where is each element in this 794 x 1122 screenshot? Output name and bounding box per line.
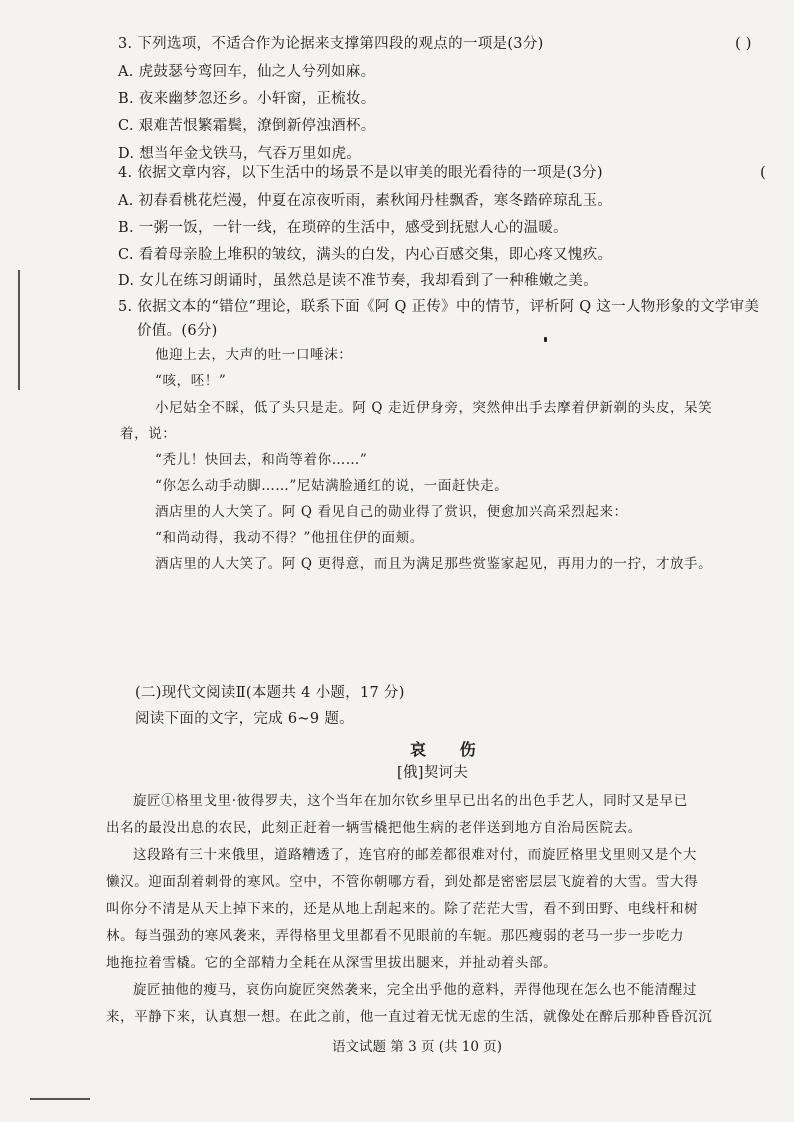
q5-excerpt-line: 小尼姑全不睬，低了头只是走。阿 Q 走近伊身旁，突然伸出手去摩着伊新剃的头皮，呆笑 [155, 400, 713, 416]
story-paragraph-line: 来，平静下来，认真想一想。在此之前，他一直过着无忧无虑的生活，就像处在醉后那种昏昏沉沉 [106, 1009, 713, 1025]
q5-excerpt-line: 着，说： [120, 426, 177, 442]
q3-stem: 3. 下列选项，不适合作为论据来支撑第四段的观点的一项是(3分) [118, 36, 544, 52]
story-paragraph-line: 地拖拉着雪橇。它的全部精力全耗在从深雪里拔出腿来，并扯动着头部。 [106, 955, 558, 971]
q5-excerpt-line: “咳，呸！” [155, 373, 227, 389]
q3-option-c: C. 艰难苦恨繁霜鬓，潦倒新停浊酒杯。 [118, 118, 376, 134]
story-paragraph-line: 这段路有三十来俄里，道路糟透了，连官府的邮差都很难对付，而旋匠格里戈里则又是个大 [133, 847, 697, 863]
story-paragraph-line: 懒汉。迎面刮着刺骨的寒风。空中，不管你朝哪方看，到处都是密密层层飞旋着的大雪。雪大得 [106, 874, 699, 890]
q5-excerpt-line: 酒店里的人大笑了。阿 Q 更得意，而且为满足那些赏鉴家起见，再用力的一拧，才放手。 [155, 556, 713, 572]
story-paragraph-line: 旋匠抽他的瘦马，哀伤向旋匠突然袭来，完全出乎他的意料，弄得他现在怎么也不能清醒过 [133, 982, 697, 998]
q5-stem-line1: 5. 依据文本的“错位”理论，联系下面《阿 Q 正传》中的情节，评析阿 Q 这一人物形象的文学审美 [118, 299, 760, 315]
q4-option-a: A. 初春看桃花烂漫，仲夏在凉夜听雨，素秋闻丹桂飘香，寒冬踏碎琼乱玉。 [118, 193, 613, 209]
story-title: 哀 伤 [410, 740, 490, 759]
story-paragraph-line: 林。每当强劲的寒风袭来，弄得格里戈里都看不见眼前的车轭。那匹瘦弱的老马一步一步吃力 [106, 928, 685, 944]
q4-option-c: C. 看着母亲脸上堆积的皱纹，满头的白发，内心百感交集，即心疼又愧疚。 [118, 247, 613, 263]
q5-excerpt-line: “和尚动得，我动不得？”他扭住伊的面颊。 [155, 530, 424, 546]
q4-option-b: B. 一粥一饭，一针一线，在琐碎的生活中，感受到抚慰人心的温暖。 [118, 220, 568, 236]
story-paragraph-line: 叫你分不清是从天上掉下来的，还是从地上刮起来的。除了茫茫大雪，看不到田野、电线杆和树 [106, 901, 699, 917]
scan-bottom-line [30, 1098, 90, 1100]
scan-margin-line [18, 270, 20, 390]
ink-speck [544, 337, 547, 342]
story-author: [俄]契诃夫 [397, 765, 469, 781]
page-footer: 语文试题 第 3 页 (共 10 页) [332, 1039, 503, 1055]
story-paragraph-line: 旋匠①格里戈里·彼得罗夫，这个当年在加尔钦乡里早已出名的出色手艺人，同时又是早已 [133, 793, 688, 809]
section-instruction: 阅读下面的文字，完成 6~9 题。 [135, 711, 354, 727]
story-paragraph-line: 出名的最没出息的农民，此刻正赶着一辆雪橇把他生病的老伴送到地方自治局医院去。 [106, 820, 642, 836]
q4-answer-paren: ( [760, 163, 766, 181]
q5-excerpt-line: “你怎么动手动脚……”尼姑满脸通红的说，一面赶快走。 [155, 478, 509, 494]
q3-option-a: A. 虎鼓瑟兮鸾回车，仙之人兮列如麻。 [118, 64, 376, 80]
q3-option-b: B. 夜来幽梦忽还乡。小轩窗，正梳妆。 [118, 91, 376, 107]
section-heading: (二)现代文阅读Ⅱ(本题共 4 小题，17 分) [135, 685, 405, 701]
q4-stem: 4. 依据文章内容，以下生活中的场景不是以审美的眼光看待的一项是(3分) [118, 165, 603, 181]
q4-option-d: D. 女儿在练习朗诵时，虽然总是读不准节奏，我却看到了一种稚嫩之美。 [118, 273, 599, 289]
q5-excerpt-line: 他迎上去，大声的吐一口唾沫： [155, 347, 353, 363]
q3-answer-paren: ( ) [735, 34, 752, 52]
q5-excerpt-line: 酒店里的人大笑了。阿 Q 看见自己的勋业得了赏识，便愈加兴高采烈起来： [155, 504, 628, 520]
q5-excerpt-line: “秃儿！快回去，和尚等着你……” [155, 452, 368, 468]
q3-option-d: D. 想当年金戈铁马，气吞万里如虎。 [118, 146, 362, 162]
q5-stem-line2: 价值。(6分) [137, 323, 218, 339]
